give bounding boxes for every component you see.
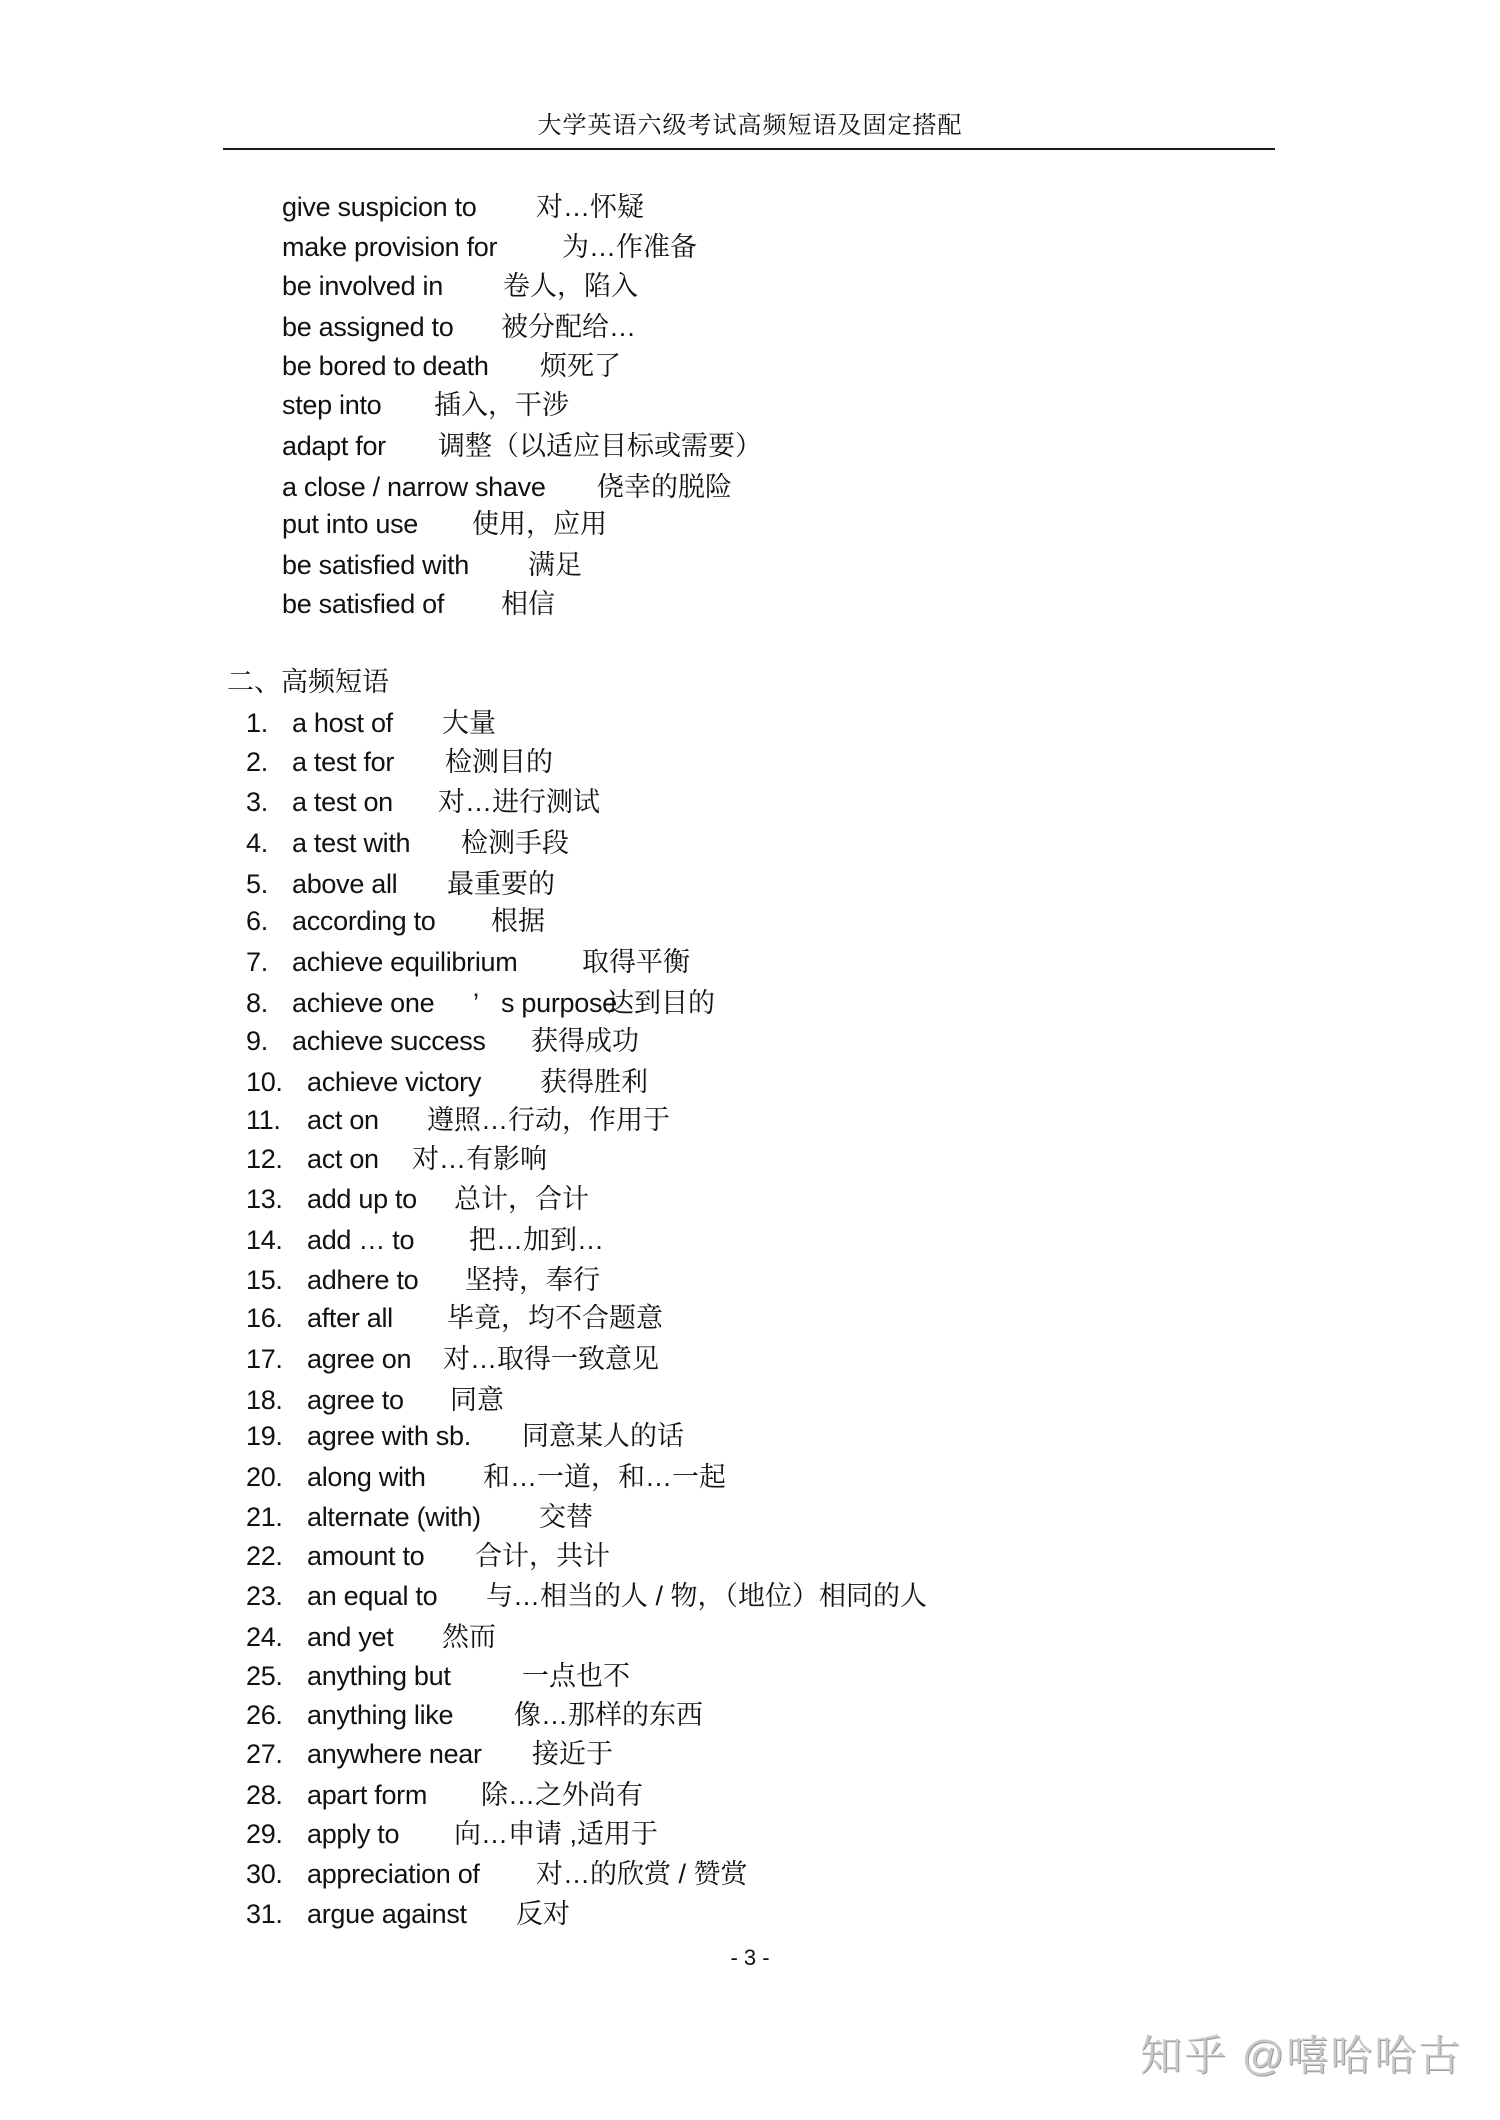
phrase-row	[0, 903, 1500, 939]
list-number: 28.	[246, 1780, 283, 1810]
chinese-meaning: 毕竟，均不合题意	[447, 1303, 663, 1333]
english-phrase: a test with	[292, 828, 411, 858]
chinese-meaning: 烦死了	[540, 351, 621, 381]
phrase-row	[0, 1619, 1500, 1655]
list-number: 26.	[246, 1700, 283, 1730]
chinese-meaning: 检测手段	[461, 828, 569, 858]
english-phrase: achieve one	[292, 988, 435, 1018]
phrase-row	[0, 1023, 1500, 1059]
chinese-meaning: 遵照…行动，作用于	[427, 1105, 670, 1135]
chinese-meaning: 使用，应用	[472, 509, 607, 539]
phrase-row	[0, 1697, 1500, 1733]
phrase-row	[0, 1262, 1500, 1298]
chinese-meaning: 一点也不	[522, 1661, 630, 1691]
chinese-meaning: 插入，干涉	[434, 390, 569, 420]
phrase-row	[0, 744, 1500, 780]
phrase-row	[0, 1856, 1500, 1892]
list-number: 22.	[246, 1541, 283, 1571]
list-number: 29.	[246, 1819, 283, 1849]
chinese-meaning: 向…申请 ,适用于	[454, 1819, 659, 1849]
phrase-row	[0, 784, 1500, 820]
english-phrase: add … to	[307, 1225, 415, 1255]
chinese-meaning: 合计，共计	[475, 1541, 610, 1571]
english-phrase: agree to	[307, 1385, 404, 1415]
english-phrase: after all	[307, 1303, 393, 1333]
phrase-row	[0, 1459, 1500, 1495]
english-phrase: adapt for	[282, 431, 386, 461]
list-number: 13.	[246, 1184, 283, 1214]
phrase-row	[0, 866, 1500, 902]
english-phrase: put into use	[282, 509, 419, 539]
english-phrase: give suspicion to	[282, 192, 477, 222]
collocation-row	[0, 469, 1500, 505]
page-header-title: 大学英语六级考试高频短语及固定搭配	[537, 112, 963, 139]
english-phrase-rest: s purpose	[501, 988, 617, 1018]
list-number: 1.	[246, 708, 268, 738]
chinese-meaning: 最重要的	[447, 869, 555, 899]
english-phrase: step into	[282, 390, 382, 420]
english-phrase: anything but	[307, 1661, 451, 1691]
section-heading: 二、高频短语	[227, 667, 389, 697]
english-phrase: achieve success	[292, 1026, 486, 1056]
phrase-row	[0, 1896, 1500, 1932]
english-phrase: amount to	[307, 1541, 425, 1571]
phrase-row	[0, 1499, 1500, 1535]
list-number: 7.	[246, 947, 268, 977]
chinese-meaning: 大量	[442, 708, 496, 738]
chinese-meaning: 获得胜利	[540, 1067, 648, 1097]
collocation-row	[0, 348, 1500, 384]
list-number: 12.	[246, 1144, 283, 1174]
english-phrase: act on	[307, 1144, 379, 1174]
collocation-row	[0, 189, 1500, 225]
chinese-meaning: 检测目的	[445, 747, 553, 777]
phrase-row	[0, 1064, 1500, 1100]
chinese-meaning: 卷人，陷入	[503, 271, 638, 301]
list-number: 4.	[246, 828, 268, 858]
english-phrase: be assigned to	[282, 312, 454, 342]
phrase-row	[0, 1538, 1500, 1574]
list-number: 16.	[246, 1303, 283, 1333]
phrase-row	[0, 825, 1500, 861]
chinese-meaning: 除…之外尚有	[481, 1780, 643, 1810]
list-number: 9.	[246, 1026, 268, 1056]
english-phrase: apply to	[307, 1819, 400, 1849]
collocation-row	[0, 387, 1500, 423]
collocation-row	[0, 506, 1500, 542]
phrase-row	[0, 985, 1500, 1021]
collocation-row	[0, 547, 1500, 583]
apostrophe: ’	[473, 988, 479, 1018]
list-number: 5.	[246, 869, 268, 899]
english-phrase: be involved in	[282, 271, 443, 301]
english-phrase: anywhere near	[307, 1739, 482, 1769]
list-number: 10.	[246, 1067, 283, 1097]
english-phrase: alternate (with)	[307, 1502, 481, 1532]
list-number: 3.	[246, 787, 268, 817]
chinese-meaning: 把…加到…	[469, 1225, 604, 1255]
english-phrase: along with	[307, 1462, 426, 1492]
chinese-meaning: 侥幸的脱险	[597, 472, 732, 502]
phrase-row	[0, 1736, 1500, 1772]
phrase-row	[0, 1418, 1500, 1454]
collocation-row	[0, 229, 1500, 265]
phrase-row	[0, 1382, 1500, 1418]
chinese-meaning: 对…怀疑	[536, 192, 644, 222]
phrase-row	[0, 1222, 1500, 1258]
chinese-meaning: 坚持，奉行	[465, 1265, 600, 1295]
chinese-meaning: 相信	[501, 589, 555, 619]
list-number: 24.	[246, 1622, 283, 1652]
phrase-row	[0, 1141, 1500, 1177]
chinese-meaning: 被分配给…	[501, 312, 636, 342]
english-phrase: be satisfied of	[282, 589, 445, 619]
chinese-meaning: 与…相当的人 / 物，（地位）相同的人	[486, 1581, 928, 1611]
english-phrase: according to	[292, 906, 436, 936]
english-phrase: achieve victory	[307, 1067, 482, 1097]
phrase-row	[0, 1102, 1500, 1138]
collocation-row	[0, 586, 1500, 622]
english-phrase: make provision for	[282, 232, 498, 262]
list-number: 2.	[246, 747, 268, 777]
chinese-meaning: 像…那样的东西	[514, 1700, 703, 1730]
english-phrase: and yet	[307, 1622, 394, 1652]
list-number: 8.	[246, 988, 268, 1018]
phrase-row	[0, 944, 1500, 980]
english-phrase: add up to	[307, 1184, 417, 1214]
list-number: 11.	[246, 1105, 281, 1135]
chinese-meaning: 对…进行测试	[438, 787, 600, 817]
chinese-meaning: 取得平衡	[582, 947, 690, 977]
phrase-row	[0, 1777, 1500, 1813]
english-phrase: an equal to	[307, 1581, 438, 1611]
english-phrase: apart form	[307, 1780, 428, 1810]
phrase-row	[0, 1341, 1500, 1377]
list-number: 21.	[246, 1502, 283, 1532]
chinese-meaning: 调整（以适应目标或需要）	[438, 431, 762, 461]
english-phrase: act on	[307, 1105, 379, 1135]
chinese-meaning: 达到目的	[607, 988, 715, 1018]
list-number: 19.	[246, 1421, 283, 1451]
english-phrase: be satisfied with	[282, 550, 469, 580]
chinese-meaning: 和…一道，和…一起	[483, 1462, 726, 1492]
collocation-row	[0, 428, 1500, 464]
list-number: 27.	[246, 1739, 283, 1769]
chinese-meaning: 接近于	[532, 1739, 613, 1769]
list-number: 23.	[246, 1581, 283, 1611]
english-phrase: agree with sb.	[307, 1421, 471, 1451]
list-number: 14.	[246, 1225, 283, 1255]
english-phrase: adhere to	[307, 1265, 419, 1295]
english-phrase: achieve equilibrium	[292, 947, 518, 977]
phrase-row	[0, 1181, 1500, 1217]
english-phrase: be bored to death	[282, 351, 489, 381]
english-phrase: a close / narrow shave	[282, 472, 546, 502]
english-phrase: argue against	[307, 1899, 467, 1929]
chinese-meaning: 然而	[442, 1622, 496, 1652]
phrase-row	[0, 705, 1500, 741]
chinese-meaning: 满足	[528, 550, 582, 580]
collocation-row	[0, 268, 1500, 304]
chinese-meaning: 根据	[491, 906, 545, 936]
english-phrase: anything like	[307, 1700, 454, 1730]
header-divider	[223, 148, 1275, 150]
english-phrase: agree on	[307, 1344, 412, 1374]
phrase-row	[0, 1300, 1500, 1336]
chinese-meaning: 反对	[516, 1899, 570, 1929]
phrase-row	[0, 1816, 1500, 1852]
chinese-meaning: 为…作准备	[562, 232, 697, 262]
list-number: 20.	[246, 1462, 283, 1492]
english-phrase: a host of	[292, 708, 393, 738]
chinese-meaning: 交替	[539, 1502, 593, 1532]
english-phrase: a test on	[292, 787, 393, 817]
chinese-meaning: 对…有影响	[412, 1144, 547, 1174]
chinese-meaning: 对…取得一致意见	[443, 1344, 659, 1374]
page-number: - 3 -	[730, 1945, 770, 1970]
list-number: 31.	[246, 1899, 283, 1929]
list-number: 6.	[246, 906, 268, 936]
chinese-meaning: 获得成功	[531, 1026, 639, 1056]
chinese-meaning: 同意	[450, 1385, 504, 1415]
list-number: 17.	[246, 1344, 283, 1374]
chinese-meaning: 总计，合计	[454, 1184, 589, 1214]
chinese-meaning: 同意某人的话	[522, 1421, 684, 1451]
list-number: 25.	[246, 1661, 283, 1691]
english-phrase: a test for	[292, 747, 395, 777]
phrase-row	[0, 1578, 1500, 1614]
list-number: 15.	[246, 1265, 283, 1295]
english-phrase: above all	[292, 869, 398, 899]
collocation-row	[0, 309, 1500, 345]
list-number: 30.	[246, 1859, 283, 1889]
phrase-row	[0, 1658, 1500, 1694]
watermark: 知乎 @嘻哈哈古	[1140, 2032, 1463, 2079]
english-phrase: appreciation of	[307, 1859, 480, 1889]
chinese-meaning: 对…的欣赏 / 赞赏	[536, 1859, 748, 1889]
list-number: 18.	[246, 1385, 283, 1415]
